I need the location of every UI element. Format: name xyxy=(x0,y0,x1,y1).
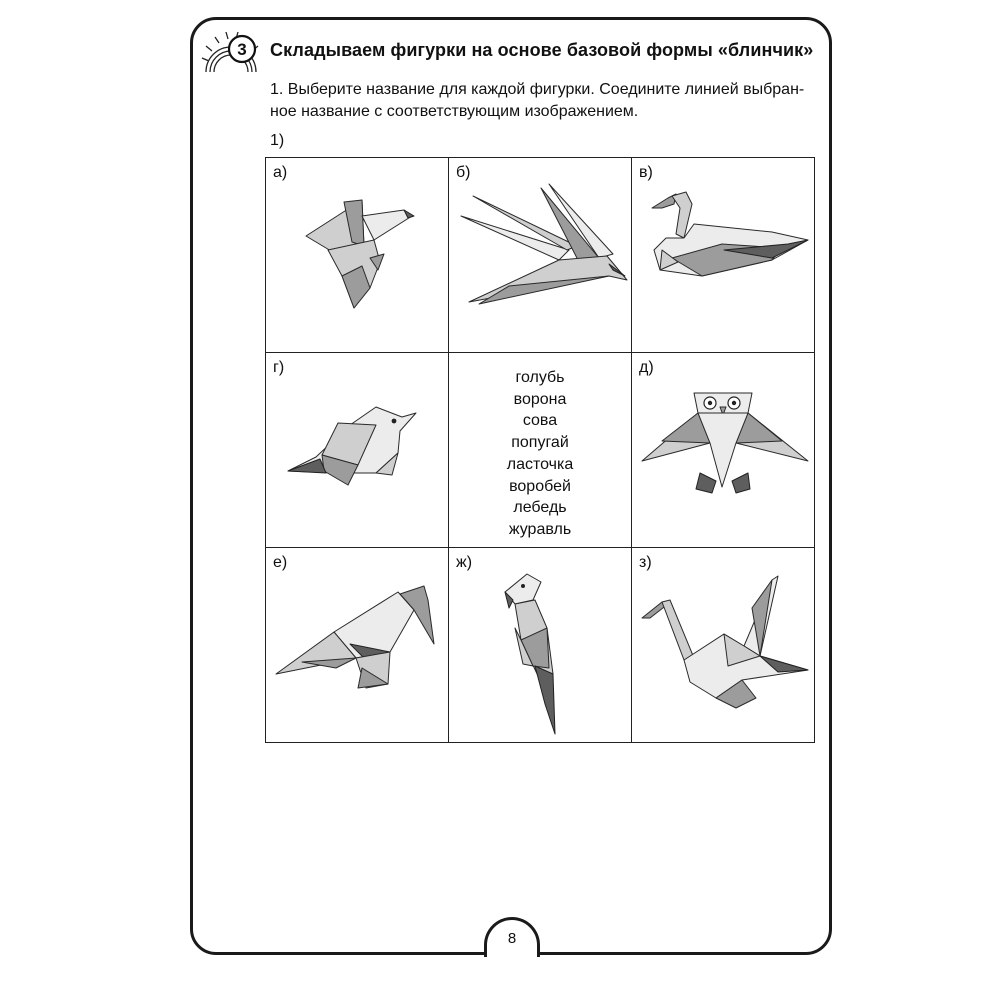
section-number: 3 xyxy=(237,40,247,59)
cell-letter: д) xyxy=(639,359,654,376)
bird-name-item[interactable]: журавль xyxy=(508,520,572,538)
sun-badge-icon xyxy=(200,28,262,76)
page-number: 8 xyxy=(507,930,517,947)
cell-a[interactable] xyxy=(266,158,449,353)
bird-name-item[interactable]: лебедь xyxy=(513,499,567,517)
bird-name-item[interactable]: ласточка xyxy=(506,455,574,473)
crane-icon xyxy=(632,548,814,742)
dove-icon xyxy=(266,158,448,352)
cell-letter: з) xyxy=(639,554,652,571)
cell-g[interactable] xyxy=(266,353,449,548)
crow-icon xyxy=(266,548,448,742)
cell-z[interactable] xyxy=(632,548,815,743)
figures-grid xyxy=(265,157,815,743)
section-title: Складываем фигурки на основе базовой формы «блинчик» xyxy=(270,40,814,60)
cell-letter: е) xyxy=(273,554,288,571)
bird-name-item[interactable]: ворона xyxy=(513,390,567,408)
cell-d[interactable] xyxy=(632,353,815,548)
cell-names xyxy=(449,353,632,548)
sparrow-icon xyxy=(266,353,448,547)
bird-name-item[interactable]: голубь xyxy=(515,369,565,386)
swallow-icon xyxy=(449,158,631,352)
bird-name-item[interactable]: сова xyxy=(522,412,558,430)
cell-zh[interactable] xyxy=(449,548,632,743)
subtask-number: 1) xyxy=(270,132,285,149)
swan-icon xyxy=(632,158,814,352)
cell-letter: г) xyxy=(273,359,285,376)
owl-icon xyxy=(632,353,814,547)
cell-letter: в) xyxy=(639,164,653,181)
cell-letter: а) xyxy=(273,164,288,181)
bird-name-item[interactable]: воробей xyxy=(509,477,571,495)
task-instruction-line-2: ное название с соответствующим изображением. xyxy=(270,103,639,120)
cell-b[interactable] xyxy=(449,158,632,353)
task-instruction xyxy=(270,79,826,123)
cell-letter: ж) xyxy=(456,554,473,571)
parrot-icon xyxy=(449,548,631,742)
task-instruction-line-1: 1. Выберите название для каждой фигурки. Соедините линией выбран- xyxy=(270,81,805,98)
cell-e[interactable] xyxy=(266,548,449,743)
cell-v[interactable] xyxy=(632,158,815,353)
cell-letter: б) xyxy=(456,164,471,181)
bird-names-list xyxy=(449,367,631,541)
bird-name-item[interactable]: попугай xyxy=(511,434,569,452)
